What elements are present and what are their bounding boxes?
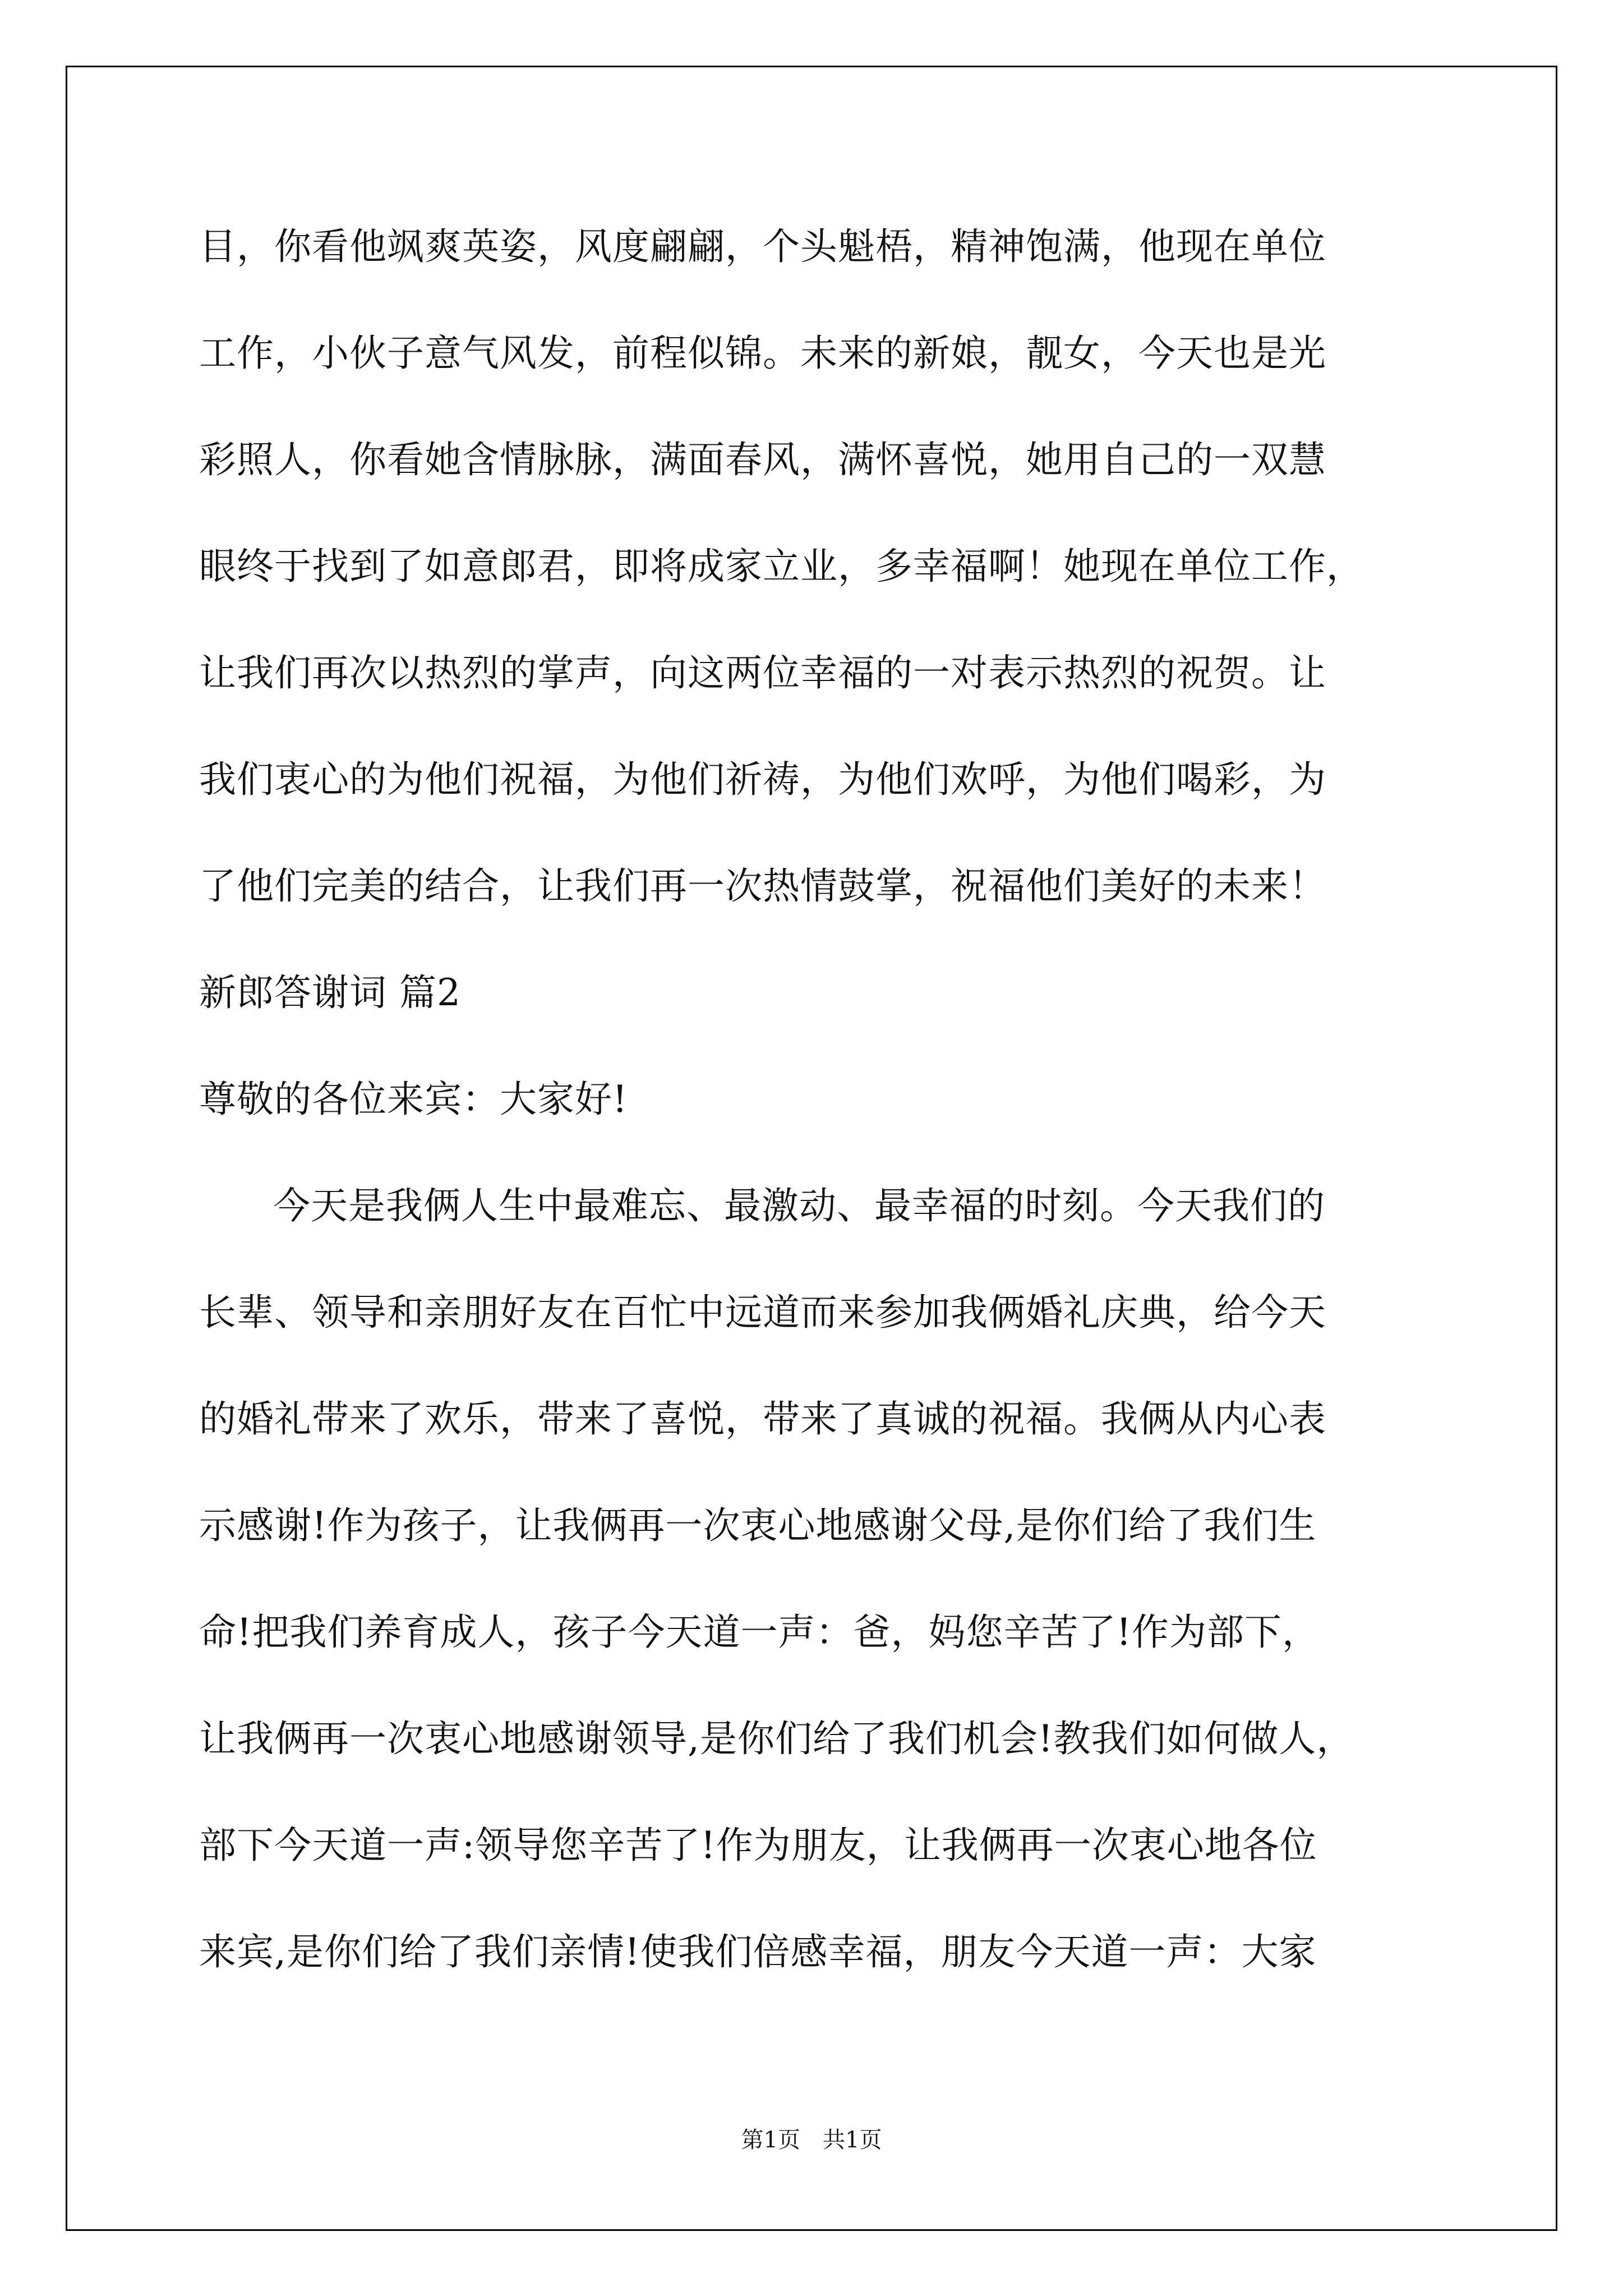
salutation: 尊敬的各位来宾：大家好! — [199, 1078, 628, 1121]
paragraph-line: 眼终于找到了如意郎君，即将成家立业，多幸福啊！她现在单位工作， — [199, 545, 1364, 588]
paragraph-line: 让我俩再一次衷心地感谢领导,是你们给了我们机会!教我们如何做人， — [199, 1717, 1354, 1760]
paragraph-line: 命!把我们养育成人，孩子今天道一声：爸，妈您辛苦了!作为部下， — [199, 1611, 1320, 1654]
section-heading: 新郎答谢词 篇2 — [199, 971, 461, 1014]
paragraph-line: 工作，小伙子意气风发，前程似锦。未来的新娘，靓女，今天也是光 — [199, 332, 1326, 375]
paragraph-line: 的婚礼带来了欢乐，带来了喜悦，带来了真诚的祝福。我俩从内心表 — [199, 1397, 1326, 1441]
page-border — [66, 66, 1557, 2231]
paragraph-line: 彩照人，你看她含情脉脉，满面春风，满怀喜悦，她用自己的一双慧 — [199, 438, 1326, 481]
page-total: 共1页 — [823, 2127, 882, 2153]
paragraph-line: 了他们完美的结合，让我们再一次热情鼓掌，祝福他们美好的未来！ — [199, 864, 1326, 908]
paragraph-line: 目，你看他飒爽英姿，风度翩翩，个头魁梧，精神饱满，他现在单位 — [199, 225, 1326, 268]
page-footer — [0, 2126, 1623, 2154]
page-number: 第1页 — [741, 2127, 800, 2153]
paragraph-line: 长辈、领导和亲朋好友在百忙中远道而来参加我俩婚礼庆典，给今天 — [199, 1291, 1326, 1334]
paragraph-line: 让我们再次以热烈的掌声，向这两位幸福的一对表示热烈的祝贺。让 — [199, 651, 1326, 694]
paragraph-line: 示感谢!作为孩子，让我俩再一次衷心地感谢父母,是你们给了我们生 — [199, 1504, 1317, 1547]
paragraph-line: 部下今天道一声:领导您辛苦了!作为朋友，让我俩再一次衷心地各位 — [199, 1824, 1317, 1867]
paragraph-line: 我们衷心的为他们祝福，为他们祈祷，为他们欢呼，为他们喝彩，为 — [199, 758, 1326, 801]
paragraph-line: 来宾,是你们给了我们亲情!使我们倍感幸福，朋友今天道一声：大家 — [199, 1930, 1317, 1973]
paragraph-line: 今天是我俩人生中最难忘、最激动、最幸福的时刻。今天我们的 — [273, 1184, 1325, 1227]
